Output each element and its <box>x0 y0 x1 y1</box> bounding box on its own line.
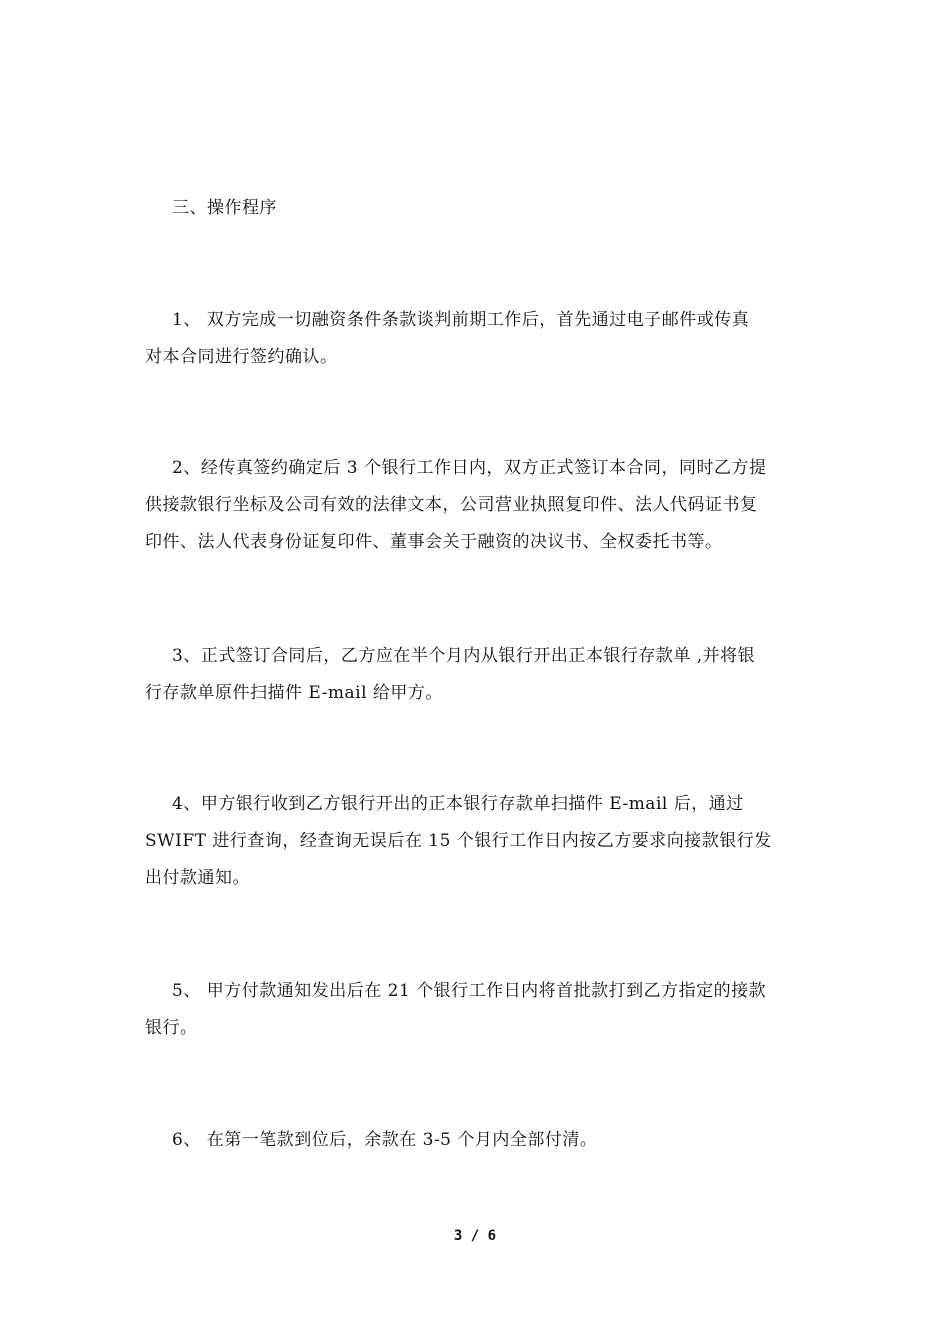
step-3-paragraph <box>145 638 805 712</box>
step-2-paragraph <box>145 450 805 561</box>
step-4-line-3: 出付款通知。 <box>145 868 250 888</box>
step-3-line-2: 行存款单原件扫描件 E-mail 给甲方。 <box>145 683 443 703</box>
step-5-paragraph <box>145 973 805 1047</box>
step-6-line-1: 6、 在第一笔款到位后，余款在 3-5 个月内全部付清。 <box>172 1130 598 1150</box>
step-1-paragraph <box>145 302 805 376</box>
heading-text: 三、操作程序 <box>172 198 277 218</box>
step-5-line-1: 5、 甲方付款通知发出后在 21 个银行工作日内将首批款打到乙方指定的接款 <box>172 981 767 1001</box>
step-6-paragraph <box>145 1122 805 1159</box>
step-1-line-1: 1、 双方完成一切融资条件条款谈判前期工作后，首先通过电子邮件或传真 <box>172 310 750 330</box>
page-number: 3 / 6 <box>453 1228 497 1244</box>
step-3-line-1: 3、正式签订合同后，乙方应在半个月内从银行开出正本银行存款单 ,并将银 <box>172 646 756 666</box>
step-2-line-2: 供接款银行坐标及公司有效的法律文本，公司营业执照复印件、法人代码证书复 <box>145 495 758 515</box>
step-5-line-2: 银行。 <box>145 1018 198 1038</box>
step-4-line-2: SWIFT 进行查询，经查询无误后在 15 个银行工作日内按乙方要求向接款银行发 <box>145 831 772 851</box>
section-heading <box>145 190 805 227</box>
step-4-line-1: 4、甲方银行收到乙方银行开出的正本银行存款单扫描件 E-mail 后，通过 <box>172 794 744 814</box>
step-2-line-3: 印件、法人代表身份证复印件、董事会关于融资的决议书、全权委托书等。 <box>145 532 723 552</box>
step-1-line-2: 对本合同进行签约确认。 <box>145 347 338 367</box>
step-4-paragraph <box>145 786 805 897</box>
step-2-line-1: 2、经传真签约确定后 3 个银行工作日内，双方正式签订本合同，同时乙方提 <box>172 458 767 478</box>
